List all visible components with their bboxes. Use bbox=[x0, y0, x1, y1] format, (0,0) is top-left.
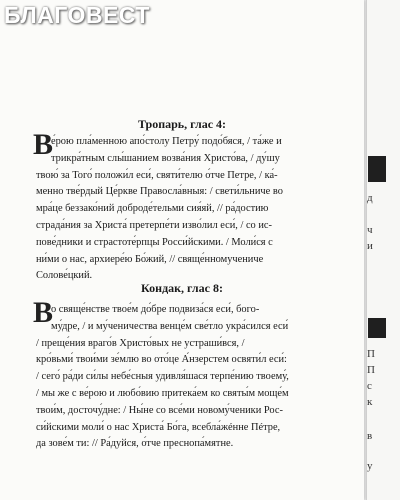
right-page-dropcap-fragment bbox=[368, 318, 386, 338]
text-line: пове́дники и страстоте́рпцы Росси́йскими. / Моли́ся с bbox=[36, 236, 273, 248]
text-line: / преще́ния враго́в Христо́вых не устраши́вся, / bbox=[36, 337, 245, 349]
right-page-fragment: с bbox=[367, 380, 372, 392]
text-line: страда́ния за Христа́ претерпе́ти изво́лил еси́, / со ис- bbox=[36, 219, 272, 231]
text-line: да зове́м ти: // Ра́дуйся, о́тче преснопа́мятне. bbox=[36, 438, 234, 450]
right-page-dropcap-fragment bbox=[368, 156, 386, 182]
right-page-fragment: ч bbox=[367, 224, 373, 236]
right-page-fragment: П bbox=[367, 348, 375, 360]
right-page-fragment: в bbox=[367, 430, 373, 442]
text-line: е́рою пла́менною апо́столу Петру́ подо́бяся, / та́же и bbox=[51, 136, 282, 147]
right-page bbox=[366, 0, 400, 500]
text-line: о свяще́нстве твое́м до́бре подвиза́ся еси́, бого- bbox=[51, 304, 260, 315]
text-line: му́дре, / и му́ченичества венце́м све́тло укра́сился еси́ bbox=[51, 320, 289, 332]
watermark: БЛАГОВЕСТ bbox=[4, 2, 150, 28]
troparion-text bbox=[36, 134, 342, 285]
troparion-dropcap: В bbox=[33, 128, 54, 161]
right-page-fragment: у bbox=[367, 460, 373, 472]
text-line: ни́ми о нас, архиере́ю Бо́жий, // свяще́нномучениче bbox=[36, 253, 264, 265]
text-line: трикра́тным слы́шанием возва́ния Христо́ва, / ду́шу bbox=[51, 152, 280, 164]
text-line: / сего́ ра́ди си́лы небе́сныя удивля́шася терпе́нию твоему́, bbox=[36, 371, 289, 383]
troparion-title: Тропарь, глас 4: bbox=[137, 117, 227, 131]
kontakion-dropcap: В bbox=[33, 296, 54, 329]
text-line: / мы же с ве́рою и любо́вию притека́ем ко святы́м моще́м bbox=[36, 387, 289, 399]
right-page-fragment: П bbox=[367, 364, 375, 376]
right-page-fragment: д bbox=[367, 192, 373, 204]
text-line: менно тве́рдый Це́ркве Правосла́вныя: / свети́льниче во bbox=[36, 186, 283, 198]
text-line: Солове́цкий. bbox=[36, 270, 93, 282]
text-line: твою́ за Того́ положи́л еси́, святи́телю о́тче Петре, / ка́- bbox=[36, 169, 278, 181]
right-page-fragment: и bbox=[367, 240, 373, 252]
right-page-fragment: к bbox=[367, 396, 373, 408]
kontakion-text bbox=[36, 302, 342, 453]
kontakion-title: Кондак, глас 8: bbox=[141, 281, 223, 295]
text-line: кро́вьми́ твои́ми зе́млю во ото́це А́нзерстем освяти́л еси́: bbox=[36, 354, 287, 366]
text-line: си́йскими моли́ о нас Христа́ Бо́га, всебла́жéнне Пéтре, bbox=[36, 421, 281, 433]
text-line: твои́м, досточу́дне: / Ны́не со все́ми новому́ченики Рос- bbox=[36, 404, 283, 416]
text-line: мра́це беззако́ний доброде́тельми сия́яй, // ра́достию bbox=[36, 203, 269, 215]
